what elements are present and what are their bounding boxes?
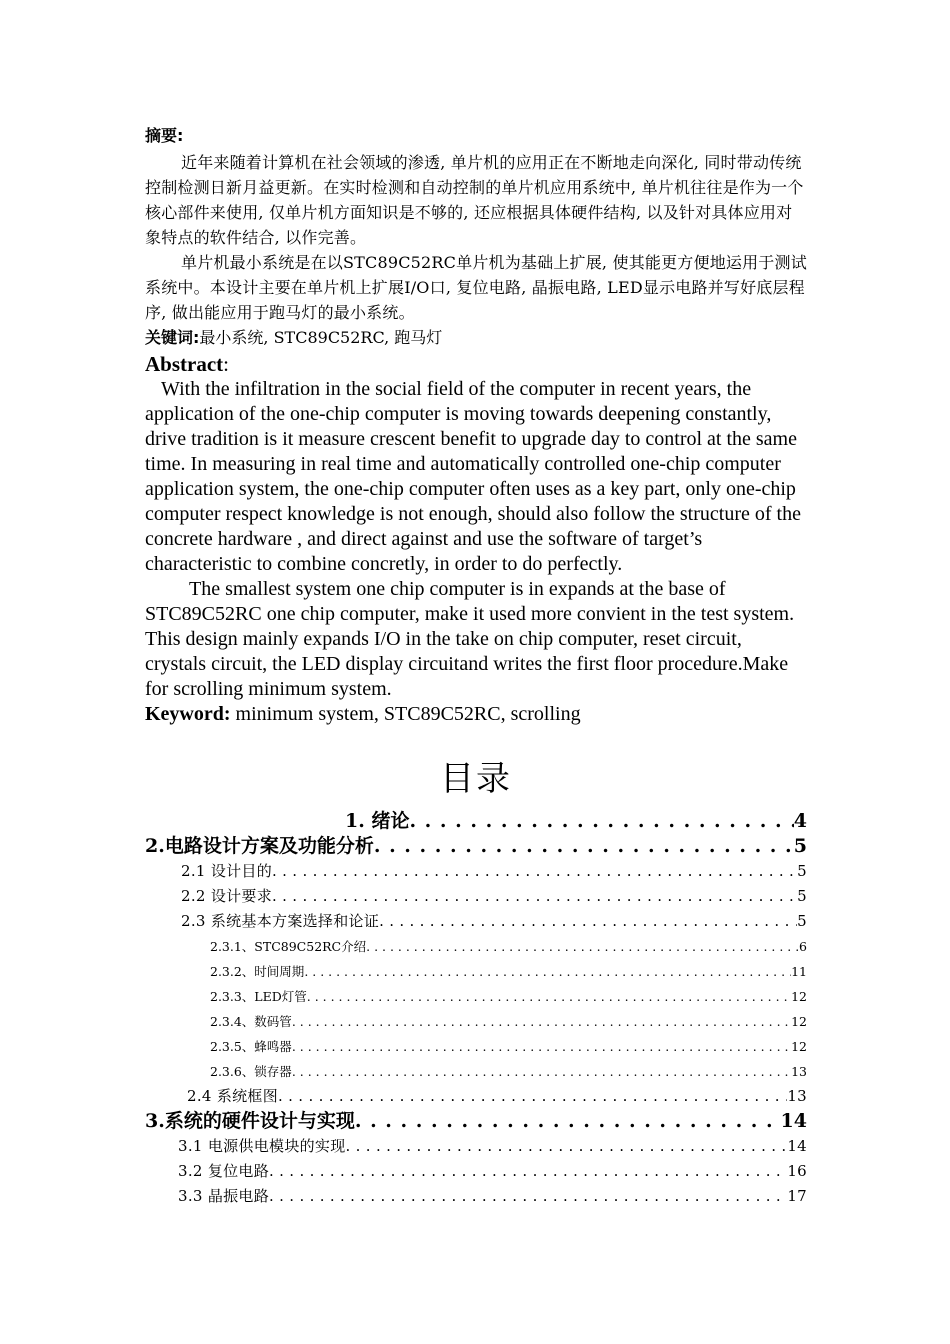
toc-entry-label: 2.1 设计目的 [181,862,273,880]
toc-entry-page: 12 [791,989,807,1004]
abstract-en-heading [145,351,807,377]
toc-entry[interactable] [145,884,807,909]
toc-entry[interactable] [145,1159,807,1184]
abstract-en-heading-colon: : [223,352,229,376]
toc-entry[interactable] [145,909,807,934]
toc-entry-label: 2.3.6、锁存器 [210,1064,292,1079]
abstract-en-heading-text: Abstract [145,352,224,376]
toc-leader-dots [307,984,791,1009]
toc-entry-label: 2.3 系统基本方案选择和论证 [181,912,380,930]
toc-entry[interactable] [145,1059,807,1084]
toc-entry-page: 12 [791,1039,807,1054]
toc-title: 目录 [440,759,512,799]
toc-leader-dots [379,909,797,934]
toc-entry-label: 3.系统的硬件设计与实现 [145,1110,355,1132]
toc-entry-page: 4 [793,810,807,832]
toc-entry-page: 14 [787,1137,807,1155]
toc-entry-page: 16 [787,1162,807,1180]
toc-entry-label: 2.3.4、数码管 [210,1014,292,1029]
toc-entry[interactable] [145,959,807,984]
toc-entry-page: 12 [791,1014,807,1029]
toc-entry-page: 6 [799,939,807,954]
table-of-contents [145,809,807,1209]
abstract-cn-paragraph-2: 单片机最小系统是在以STC89C52RC单片机为基础上扩展, 使其能更方便地运用于测试系统中。本设计主要在单片机上扩展I/O口, 复位电路, 晶振电路, LED显示电路并写好底层程序, 做出能应用于跑马灯的最小系统。 [145,253,807,322]
toc-entry-page: 14 [780,1110,807,1132]
toc-entry-label: 2.3.3、LED灯管 [210,989,307,1004]
toc-entry-label: 1. 绪论 [345,810,410,832]
toc-entry-label: 3.3 晶振电路 [178,1187,270,1205]
keywords-value-cn: 最小系统, STC89C52RC, 跑马灯 [199,328,443,347]
toc-entry-page: 11 [791,964,807,979]
toc-leader-dots [292,1059,791,1084]
toc-leader-dots [374,834,794,859]
abstract-en-keywords [145,702,807,727]
keywords-value-en: minimum system, STC89C52RC, scrolling [235,703,581,725]
toc-entry-page: 17 [787,1187,807,1205]
toc-entry-label: 3.2 复位电路 [178,1162,270,1180]
toc-entry[interactable] [145,934,807,959]
toc-entry-page: 5 [797,862,807,880]
toc-entry-label: 2.3.5、蜂鸣器 [210,1039,292,1054]
abstract-cn-keywords [145,327,807,349]
toc-entry-label: 3.1 电源供电模块的实现 [178,1137,346,1155]
toc-entry[interactable] [145,859,807,884]
toc-leader-dots [304,959,791,984]
toc-leader-dots [346,1134,788,1159]
toc-leader-dots [292,1034,791,1059]
toc-leader-dots [272,884,797,909]
toc-entry-label: 2.3.1、STC89C52RC介绍 [210,939,367,954]
toc-entry-label: 2.电路设计方案及功能分析 [145,835,374,857]
toc-entry-page: 13 [791,1064,807,1079]
document-page [145,118,807,1209]
toc-leader-dots [355,1109,781,1134]
toc-entry[interactable] [145,1109,807,1134]
abstract-cn-paragraph-1: 近年来随着计算机在社会领域的渗透, 单片机的应用正在不断地走向深化, 同时带动传统控制检测日新月益更新。在实时检测和自动控制的单片机应用系统中, 单片机往往是作为一个核心部件来使用, 仅单片机方面知识是不够的, 还应根据具体硬件结构, 以及针对具体应用对象特点的软件结合, 以作完善。 [145,153,804,247]
toc-entry[interactable] [145,1009,807,1034]
toc-entry-page: 5 [797,887,807,905]
abstract-cn-heading: 摘要: [145,126,184,145]
toc-entry-page: 13 [787,1087,807,1105]
toc-entry-page: 5 [797,912,807,930]
toc-leader-dots [278,1084,787,1109]
toc-entry[interactable] [145,1084,807,1109]
abstract-en-paragraph-1: With the infiltration in the social field of the computer in recent years, the application of the one-chip computer is moving towards deepening constantly, drive tradition is it measure crescent benefit to upgrade day to control at the same time. In measuring in real time and automatically controlled one-chip computer application system, the one-chip computer often uses as a key part, only one-chip computer respect knowledge is not enough, should also follow the structure of the concrete hardware , and direct against and use the software of target’s characteristic to combine concretly, in order to do perfectly. [145,378,801,575]
abstract-en-paragraph-2: The smallest system one chip computer is in expands at the base of STC89C52RC one chip computer, make it used more convient in the test system. This design mainly expands I/O in the take on chip computer, reset circuit, crystals circuit, the LED display circuitand writes the first floor procedure.Make for scrolling minimum system. [145,578,795,700]
toc-entry[interactable] [145,1184,807,1209]
toc-leader-dots [272,859,797,884]
toc-leader-dots [292,1009,791,1034]
toc-entry[interactable] [145,834,807,859]
toc-entry-page: 5 [793,835,807,857]
toc-leader-dots [409,809,793,834]
toc-entry-label: 2.3.2、时间周期 [210,964,305,979]
toc-entry-label: 2.2 设计要求 [181,887,273,905]
toc-leader-dots [269,1184,787,1209]
toc-entry[interactable] [145,809,807,834]
toc-entry-label: 2.4 系统框图 [187,1087,279,1105]
toc-entry[interactable] [145,1034,807,1059]
keywords-label-cn: 关键词: [145,328,200,347]
toc-leader-dots [269,1159,787,1184]
toc-entry[interactable] [145,984,807,1009]
keywords-label-en: Keyword: [145,703,231,725]
toc-entry[interactable] [145,1134,807,1159]
toc-leader-dots [366,934,799,959]
